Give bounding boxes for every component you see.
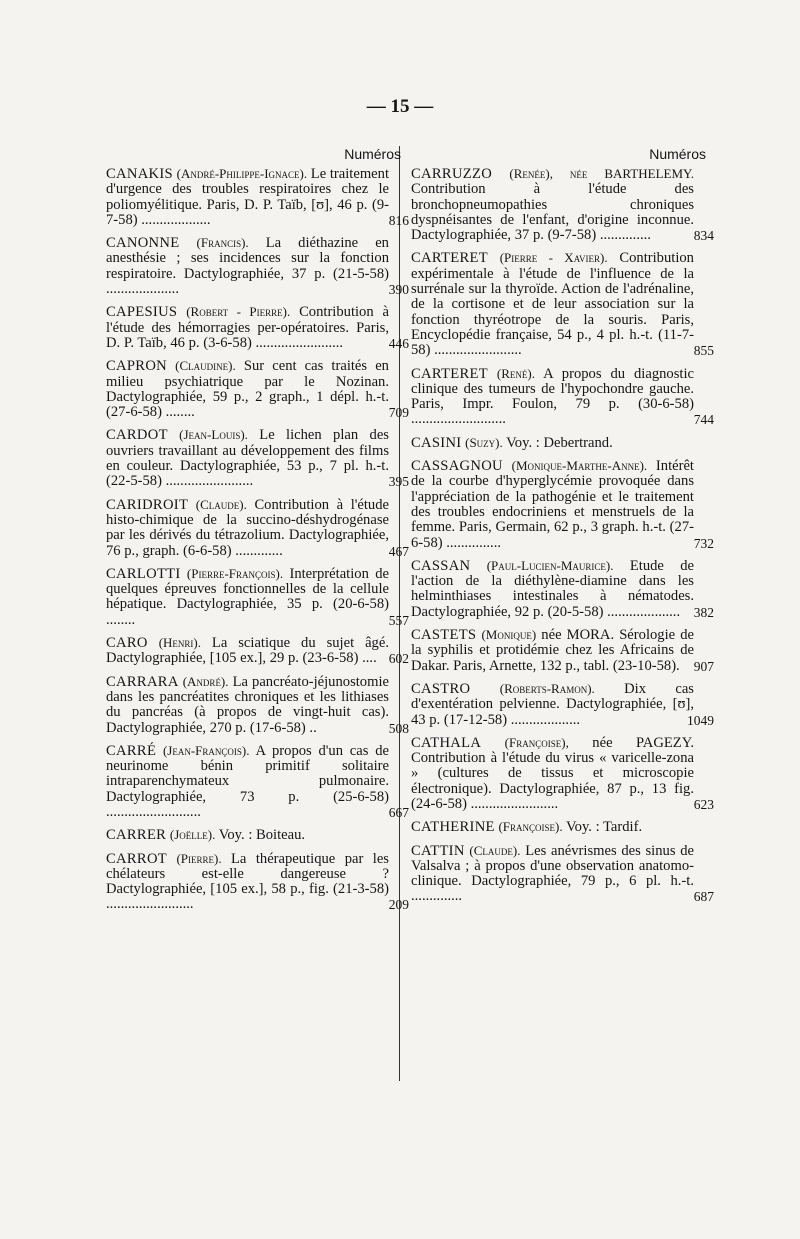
author-surname: CASTRO bbox=[411, 680, 471, 697]
entry-description: Contribution à l'étude histo-chimique de la succino-déshydrogénase par les dérivés du tétrazolium. Dactylographiée, 76 p., graph. (6-6-58) ............. bbox=[106, 496, 390, 559]
left-column bbox=[106, 146, 409, 920]
bibliography-entry bbox=[411, 680, 714, 728]
entry-number: 209 bbox=[388, 897, 409, 913]
author-given-names: (Claudine). bbox=[175, 358, 236, 374]
author-surname: CARTERET bbox=[411, 365, 488, 382]
entry-description: Voy. : Tardif. bbox=[565, 819, 643, 836]
author-given-names: (Joëlle). bbox=[169, 827, 216, 843]
entry-number: 557 bbox=[388, 612, 409, 628]
bibliography-entry bbox=[106, 850, 409, 913]
bibliography-entry bbox=[411, 557, 714, 620]
bibliography-entry bbox=[106, 496, 409, 559]
author-given-names: (Jean-François). bbox=[162, 742, 250, 758]
numeros-header: Numéros bbox=[344, 146, 401, 162]
author-surname: CARRUZZO bbox=[411, 166, 493, 182]
entry-number: 623 bbox=[693, 796, 714, 812]
entry-number: 687 bbox=[693, 889, 714, 905]
author-surname: CAPRON bbox=[106, 358, 168, 375]
entry-description: Contribution expérimentale à l'étude de l'influence de la surrénale sur la thyroïde. Action de l'adrénaline, de la cortisone et de leur association sur la fonction thyréotrope de la souris. Paris, Encyclopédie française, 54 p., 4 pl. h.-t. (11-7-58) ........................ bbox=[411, 250, 694, 359]
entry-description: née MORA. Sérologie de la syphilis et protidémie chez les Africains de Dakar. Paris, Arnette, 132 p., tabl. (23-10-58). bbox=[411, 627, 694, 674]
entry-description: Intérêt de la courbe d'hyperglycémie provoquée dans l'appréciation de la pathogénie et le traitement des troubles endocriniens et menstruels de la femme. Paris, Germain, 62 p., 3 graph. h.-t. (27-6-58) ............... bbox=[411, 458, 694, 551]
author-surname: CARROT bbox=[106, 850, 167, 867]
author-given-names: (Françoise). bbox=[498, 819, 563, 835]
author-surname: CARIDROIT bbox=[106, 496, 189, 513]
entry-number: 907 bbox=[693, 658, 714, 674]
entry-number: 446 bbox=[388, 335, 409, 351]
author-surname: CARTERET bbox=[411, 250, 488, 267]
bibliography-entry bbox=[411, 627, 714, 674]
entry-number: 508 bbox=[388, 720, 409, 736]
author-given-names: (Claude). bbox=[469, 842, 521, 858]
author-given-names: (Suzy). bbox=[465, 434, 503, 450]
entry-number: 732 bbox=[693, 535, 714, 551]
entry-description: A propos d'un cas de neurinome bénin primitif solitaire intraparenchymateux pulmonaire. Dactylographiée, 73 p. (25-6-58) .......................... bbox=[106, 742, 390, 820]
bibliography-entry bbox=[106, 235, 409, 298]
author-surname: CARO bbox=[106, 635, 148, 652]
entry-number: 382 bbox=[693, 604, 714, 620]
author-surname: CASSAGNOU bbox=[411, 458, 503, 475]
bibliography-entry bbox=[106, 635, 409, 667]
entry-number: 390 bbox=[388, 282, 409, 298]
author-surname: CATHERINE bbox=[411, 819, 495, 836]
entry-description: La diéthazine en anesthésie ; ses incidences sur la fonction respiratoire. Dactylographiée, 37 p. (21-5-58) .................... bbox=[106, 235, 389, 298]
entry-description: Voy. : Boiteau. bbox=[218, 827, 306, 844]
author-surname: CATHALA bbox=[411, 734, 482, 751]
author-surname: CATTIN bbox=[411, 842, 465, 859]
bibliography-entry bbox=[106, 827, 389, 843]
author-given-names: (Renée), née BARTHELEMY. bbox=[509, 166, 694, 181]
author-surname: CARRER bbox=[106, 827, 167, 844]
entry-number: 834 bbox=[693, 228, 714, 244]
entry-number: 1049 bbox=[687, 712, 714, 728]
author-surname: CARLOTTI bbox=[106, 565, 181, 582]
author-given-names: (Jean-Louis). bbox=[179, 427, 248, 443]
author-given-names: (Pierre). bbox=[176, 850, 222, 866]
entry-description: Sur cent cas traités en milieu psychiatrique par le Nozinan. Dactylographiée, 59 p., 2 graph., 1 dépl. h.-t. (27-6-58) ........ bbox=[106, 358, 389, 421]
right-column bbox=[411, 146, 714, 912]
bibliography-entry bbox=[411, 365, 714, 428]
entry-list bbox=[106, 166, 409, 913]
entry-description: Interprétation de quelques épreuves fonctionnelles de la cellule hépatique. Dactylographiée, 35 p. (20-6-58) ........ bbox=[106, 565, 389, 628]
entry-description: La thérapeutique par les chélateurs est-elle dangereuse ? Dactylographiée, [105 ex.], 58 p., fig. (21-3-58) ........................ bbox=[106, 850, 389, 913]
entry-number: 602 bbox=[388, 651, 409, 667]
entry-description: Les anévrismes des sinus de Valsalva ; à propos d'une observation anatomo-clinique. Dactylographiée, 79 p., 6 pl. h.-t. .............. bbox=[411, 842, 694, 905]
entry-description: Le lichen plan des ouvriers travaillant au développement des films en couleur. Dactylographiée, 53 p., 7 pl. h.-t. (22-5-58) ........................ bbox=[106, 427, 389, 490]
entry-number: 467 bbox=[388, 543, 409, 559]
author-given-names: (Roberts-Ramon). bbox=[499, 680, 595, 696]
author-given-names: (Monique-Marthe-Anne). bbox=[511, 458, 648, 474]
bibliography-entry bbox=[411, 842, 714, 905]
entry-number: 395 bbox=[388, 474, 409, 490]
entry-description: Etude de l'action de la diéthylène-diamine dans les helminthiases intestinales à nématodes. Dactylographiée, 92 p. (20-5-58) .................... bbox=[411, 557, 694, 620]
author-given-names: (Paul-Lucien-Maurice). bbox=[486, 557, 614, 573]
numeros-header: Numéros bbox=[649, 146, 706, 162]
entry-description: Dix cas d'exentération pelvienne. Dactylographiée, [ʊ], 43 p. (17-12-58) ................... bbox=[411, 680, 694, 728]
entry-description: née PAGEZY. Contribution à l'étude du virus « varicelle-zona » (cultures de tissus et microscopie électronique). Dactylographiée, 87 p., 13 fig. (24-6-58) ........................ bbox=[411, 734, 694, 812]
author-given-names: (Francis). bbox=[196, 235, 249, 251]
entry-list bbox=[411, 166, 714, 905]
entry-number: 816 bbox=[388, 212, 409, 228]
bibliography-entry bbox=[411, 458, 714, 551]
author-given-names: (André-Philippe-Ignace). bbox=[176, 166, 308, 181]
author-surname: CAPESIUS bbox=[106, 304, 178, 321]
entry-number: 855 bbox=[693, 343, 714, 359]
bibliography-entry bbox=[106, 427, 409, 490]
bibliography-entry bbox=[106, 673, 409, 736]
bibliography-entry bbox=[411, 435, 694, 451]
author-given-names: (André). bbox=[182, 673, 229, 689]
entry-description: Contribution à l'étude des bronchopneumopathies chroniques dyspnéisantes de l'enfant, d'origine inconnue. Dactylographiée, 37 p. (9-7-58) .............. bbox=[411, 181, 694, 244]
bibliography-entry bbox=[106, 358, 409, 421]
author-surname: CANONNE bbox=[106, 235, 180, 252]
author-surname: CASTETS bbox=[411, 627, 477, 644]
author-surname: CANAKIS bbox=[106, 166, 173, 182]
author-surname: CARDOT bbox=[106, 427, 168, 444]
bibliography-entry bbox=[411, 734, 714, 812]
page-number: — 15 — bbox=[366, 96, 434, 117]
author-given-names: (Pierre-François). bbox=[186, 565, 284, 581]
bibliography-entry bbox=[411, 166, 714, 244]
author-surname: CASSAN bbox=[411, 557, 471, 574]
author-given-names: (Françoise), bbox=[504, 734, 569, 750]
author-given-names: (Robert - Pierre). bbox=[186, 304, 291, 320]
author-surname: CASINI bbox=[411, 434, 462, 451]
entry-description: A propos du diagnostic clinique des tumeurs de l'hypochondre gauche. Paris, Impr. Foulon, 79 p. (30-6-58) .......................... bbox=[411, 365, 694, 428]
author-given-names: (Henri). bbox=[158, 635, 201, 651]
entry-description: La pancréato-jéjunostomie dans les pancréatites chroniques et les lithiases du pancréas (à propos de vingt-huit cas). Dactylographiée, 270 p. (17-6-58) .. bbox=[106, 673, 389, 736]
bibliography-entry bbox=[106, 565, 409, 628]
entry-description: Voy. : Debertrand. bbox=[506, 434, 613, 451]
bibliography-entry bbox=[411, 819, 694, 835]
entry-description: Contribution à l'étude des hémorragies per-opératoires. Paris, D. P. Taïb, 46 p. (3-6-58) ........................ bbox=[106, 304, 389, 351]
author-surname: CARRARA bbox=[106, 673, 179, 690]
author-surname: CARRÉ bbox=[106, 742, 157, 759]
entry-number: 744 bbox=[693, 412, 714, 428]
author-given-names: (Pierre - Xavier). bbox=[499, 250, 608, 266]
author-given-names: (Monique) bbox=[481, 627, 537, 643]
bibliography-entry bbox=[106, 742, 409, 820]
bibliography-entry bbox=[106, 166, 409, 228]
author-given-names: (Claude). bbox=[195, 496, 247, 512]
entry-number: 709 bbox=[388, 405, 409, 421]
entry-number: 667 bbox=[388, 804, 409, 820]
author-given-names: (René). bbox=[496, 365, 535, 381]
bibliography-entry bbox=[411, 250, 714, 359]
entry-description: La sciatique du sujet âgé. Dactylographiée, [105 ex.], 29 p. (23-6-58) .... bbox=[106, 635, 389, 667]
entry-description: Le traitement d'urgence des troubles respiratoires chez le poliomyélitique. Paris, D. P. Taïb, [ʊ], 46 p. (9-7-58) ................... bbox=[106, 166, 389, 228]
bibliography-entry bbox=[106, 304, 409, 351]
